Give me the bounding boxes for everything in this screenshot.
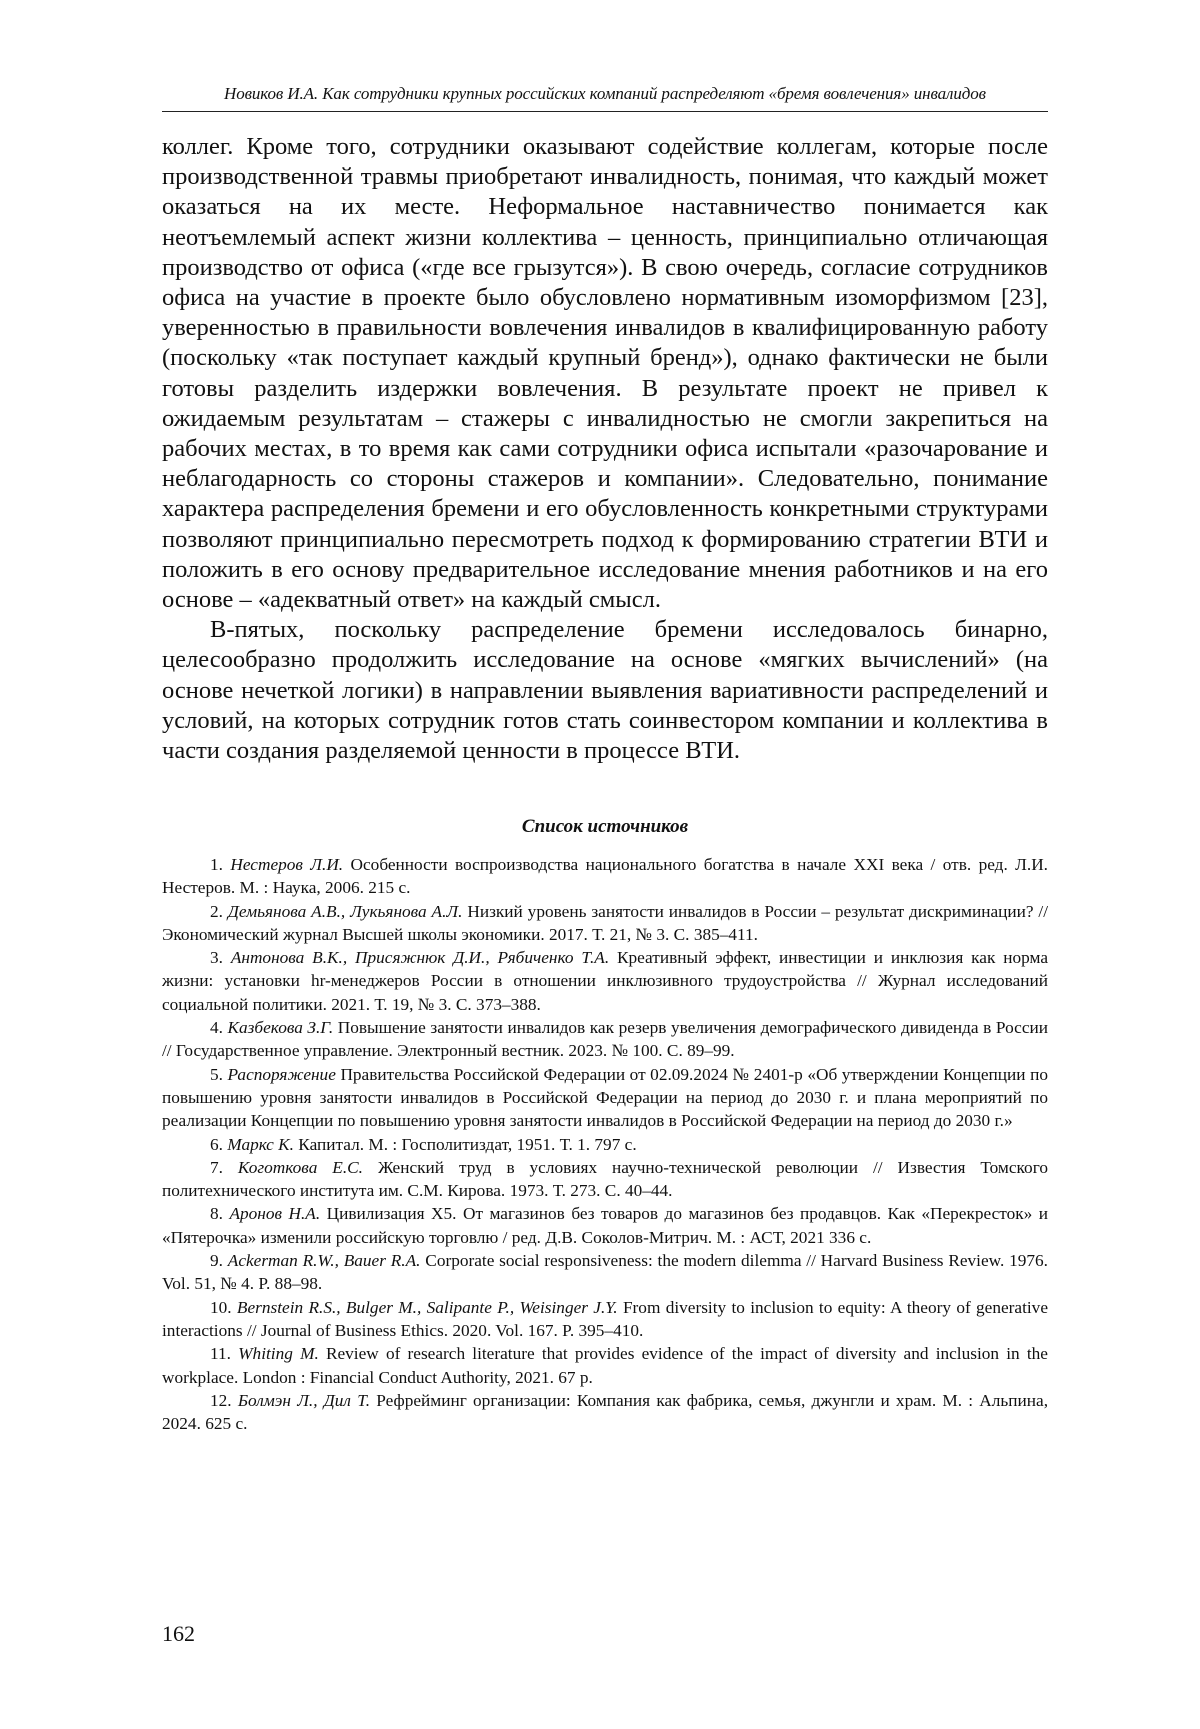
- reference-item: [162, 1249, 1048, 1296]
- reference-item: [162, 946, 1048, 1016]
- reference-number: 5.: [210, 1064, 223, 1084]
- reference-author: Антонова В.К., Присяжнюк Д.И., Рябиченко Т.А.: [230, 948, 610, 968]
- reference-author: Маркс К.: [227, 1134, 294, 1154]
- reference-item: [162, 1016, 1048, 1063]
- reference-text: Corporate social responsiveness: the modern dilemma // Harvard Business Review. 1976. Vol. 51, № 4. P. 88–98.: [162, 1251, 1048, 1294]
- reference-item: [162, 853, 1048, 900]
- running-head: Новиков И.А. Как сотрудники крупных российских компаний распределяют «бремя вовлечения» инвалидов: [224, 84, 986, 103]
- reference-number: 6.: [210, 1134, 223, 1154]
- reference-text: Review of research literature that provides evidence of the impact of diversity and inclusion in the workplace. London : Financial Conduct Authority, 2021. 67 p.: [162, 1344, 1048, 1387]
- reference-text: Креативный эффект, инвестиции и инклюзия как норма жизни: установки hr-менеджеров России в отношении инклюзивного трудоустройства // Журнал исследований социальной политики. 2021. Т. 19, № 3. С. 373–388.: [162, 948, 1048, 1014]
- reference-item: [162, 1063, 1048, 1133]
- reference-number: 12.: [210, 1390, 232, 1410]
- reference-number: 9.: [210, 1251, 223, 1271]
- reference-author: Распоряжение: [227, 1064, 336, 1084]
- reference-number: 1.: [210, 855, 223, 874]
- reference-number: 3.: [210, 948, 223, 968]
- reference-author: Ackerman R.W., Bauer R.A.: [227, 1251, 421, 1271]
- references-heading: Список источников: [521, 816, 689, 837]
- reference-number: 4.: [210, 1018, 223, 1038]
- reference-text: Правительства Российской Федерации от 02.09.2024 № 2401-р «Об утверждении Концепции по повышению уровня занятости инвалидов в Российской Федерации на период до 2030 г. и плана мероприятий по реализации Концепции по повышению уровня занятости инвалидов в Российской Федерации на период до 2030 г.»: [162, 1064, 1048, 1131]
- reference-number: 8.: [210, 1204, 223, 1224]
- reference-text: Женский труд в условиях научно-технической революции // Известия Томского политехнического института им. С.М. Кирова. 1973. Т. 273. С. 40–44.: [162, 1157, 1048, 1201]
- reference-item: [162, 1296, 1048, 1343]
- reference-author: Аронов Н.А.: [229, 1204, 321, 1224]
- reference-item: [162, 1389, 1048, 1436]
- reference-text: From diversity to inclusion to equity: A theory of generative interactions // Journal of Business Ethics. 2020. Vol. 167. P. 395–410.: [162, 1297, 1048, 1340]
- reference-author: Bernstein R.S., Bulger M., Salipante P., Weisinger J.Y.: [236, 1297, 618, 1317]
- reference-author: Демьянова А.В., Лукьянова А.Л.: [227, 901, 463, 921]
- reference-author: Whiting M.: [238, 1344, 319, 1364]
- reference-number: 10.: [210, 1297, 232, 1317]
- reference-text: Цивилизация Х5. От магазинов без товаров до магазинов без продавцов. Как «Перекресток» и «Пятерочка» изменили российскую торговлю / ред. Д.В. Соколов-Митрич. М. : АСТ, 2021 336 с.: [162, 1204, 1048, 1247]
- reference-text: Капитал. М. : Госполитиздат, 1951. Т. 1. 797 с.: [298, 1134, 637, 1154]
- reference-item: [162, 1156, 1048, 1203]
- reference-item: [162, 1133, 1048, 1156]
- reference-text: Повышение занятости инвалидов как резерв увеличения демографического дивиденда в России // Государственное управление. Электронный вестник. 2023. № 100. С. 89–99.: [162, 1018, 1048, 1061]
- reference-item: [162, 900, 1048, 947]
- reference-text: Рефрейминг организации: Компания как фабрика, семья, джунгли и храм. М. : Альпина, 2024. 625 с.: [162, 1390, 1049, 1434]
- reference-item: [162, 1202, 1048, 1249]
- page-number: 162: [162, 1621, 195, 1646]
- reference-author: Казбекова З.Г.: [227, 1018, 334, 1038]
- reference-author: Нестеров Л.И.: [230, 855, 344, 874]
- reference-number: 2.: [210, 901, 223, 921]
- header-divider: [162, 111, 1048, 112]
- article-body: [162, 132, 1048, 766]
- reference-author: Болмэн Л., Дил Т.: [237, 1390, 371, 1410]
- reference-text: Низкий уровень занятости инвалидов в России – результат дискриминации? // Экономический журнал Высшей школы экономики. 2017. Т. 21, № 3. С. 385–411.: [162, 901, 1049, 944]
- references-list: [162, 853, 1048, 1435]
- reference-item: [162, 1342, 1048, 1389]
- reference-number: 11.: [210, 1344, 231, 1364]
- body-paragraph: коллег. Кроме того, сотрудники оказывают содействие коллегам, которые после производственной травмы приобретают инвалидность, понимая, что каждый может оказаться на их месте. Неформальное наставничество понимается как неотъемлемый аспект жизни коллектива – ценность, принципиально отличающая производство от офиса («где все грызутся»). В свою очередь, согласие сотрудников офиса на участие в проекте было обусловлено нормативным изоморфизмом [23], уверенностью в правильности вовлечения инвалидов в квалифицированную работу (поскольку «так поступает каждый крупный бренд»), однако фактически не были готовы разделить издержки вовлечения. В результате проект не привел к ожидаемым результатам – стажеры с инвалидностью не смогли закрепиться на рабочих местах, в то время как сами сотрудники офиса испытали «разочарование и неблагодарность со стороны стажеров и компании». Следовательно, понимание характера распределения бремени и его обусловленность конкретными структурами позволяют принципиально пересмотреть подход к формированию стратегии ВТИ и положить в его основу предварительное исследование мнения работников и на его основе – «адекватный ответ» на каждый смысл.: [162, 133, 1048, 614]
- reference-number: 7.: [210, 1157, 223, 1177]
- reference-author: Коготкова Е.С.: [237, 1157, 363, 1177]
- reference-text: Особенности воспроизводства национального богатства в начале XXI века / отв. ред. Л.И. Нестеров. М. : Наука, 2006. 215 с.: [162, 855, 1049, 898]
- body-paragraph: В-пятых, поскольку распределение бремени исследовалось бинарно, целесообразно продолжить исследование на основе «мягких вычислений» (на основе нечеткой логики) в направлении выявления вариативности распределений и условий, на которых сотрудник готов стать соинвестором компании и коллектива в части создания разделяемой ценности в процессе ВТИ.: [162, 616, 1048, 765]
